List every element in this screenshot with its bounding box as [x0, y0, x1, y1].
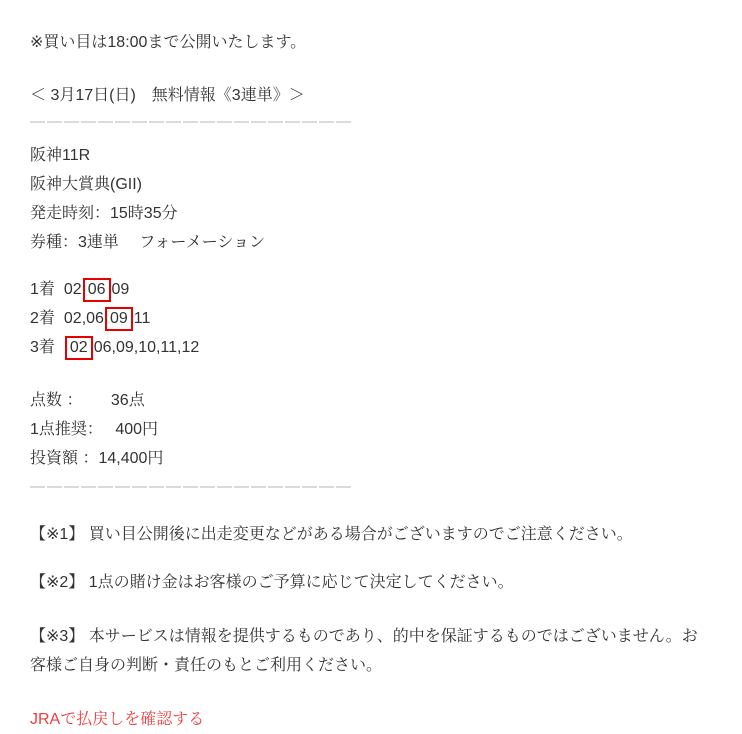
picks-block: [30, 275, 708, 362]
pick-boxed-number: 09: [105, 307, 133, 331]
pick-numbers-post: 09: [111, 281, 130, 298]
race-course-number: 阪神11R: [30, 147, 91, 164]
pick-boxed-number: 06: [83, 278, 111, 302]
pick-row-1st: [30, 275, 708, 304]
pick-boxed-number: 02: [65, 336, 93, 360]
pick-row-2nd: [30, 304, 708, 333]
note-2: 【※2】 1点の賭け金はお客様のご予算に応じて決定してください。: [30, 574, 514, 591]
race-info-block: [30, 141, 708, 257]
jra-payout-link[interactable]: JRAで払戻しを確認する: [30, 711, 205, 728]
pick-numbers-pre: 02,06: [63, 310, 104, 327]
recommended-per-point: 1点推奨： 400円: [30, 421, 159, 438]
total-points: 点数 ： 36点: [30, 392, 145, 409]
separator: ―――――――――――――――――――: [30, 478, 353, 495]
publish-deadline-notice: ※買い目は18:00まで公開いたします。: [30, 34, 307, 51]
race-start-time: 発走時刻：15時35分: [30, 205, 178, 222]
pick-row-3rd: [30, 333, 708, 362]
info-title: ＜ 3月17日(日) 無料情報《3連単》＞: [30, 87, 305, 104]
pick-rank-label: 2着: [30, 310, 55, 327]
note-1: 【※1】 買い目公開後に出走変更などがある場合がございますのでご注意ください。: [30, 526, 633, 543]
note-3: 【※3】 本サービスは情報を提供するものであり、的中を保証するものではございません。お客様ご自身の判断・責任のもとご利用ください。: [30, 628, 698, 674]
bet-type: 券種：3連単 フォーメーション: [30, 234, 266, 251]
pick-rank-label: 1着: [30, 281, 55, 298]
notes-block: [30, 520, 708, 680]
pick-numbers-pre: 02: [63, 281, 82, 298]
pick-rank-label: 3着: [30, 339, 55, 356]
separator: ―――――――――――――――――――: [30, 113, 353, 130]
totals-block: [30, 386, 708, 473]
total-investment: 投資額 ：14,400円: [30, 450, 164, 467]
pick-numbers-post: 06,09,10,11,12: [93, 339, 200, 356]
race-name: 阪神大賞典(GII): [30, 176, 142, 193]
pick-numbers-post: 11: [133, 310, 151, 327]
